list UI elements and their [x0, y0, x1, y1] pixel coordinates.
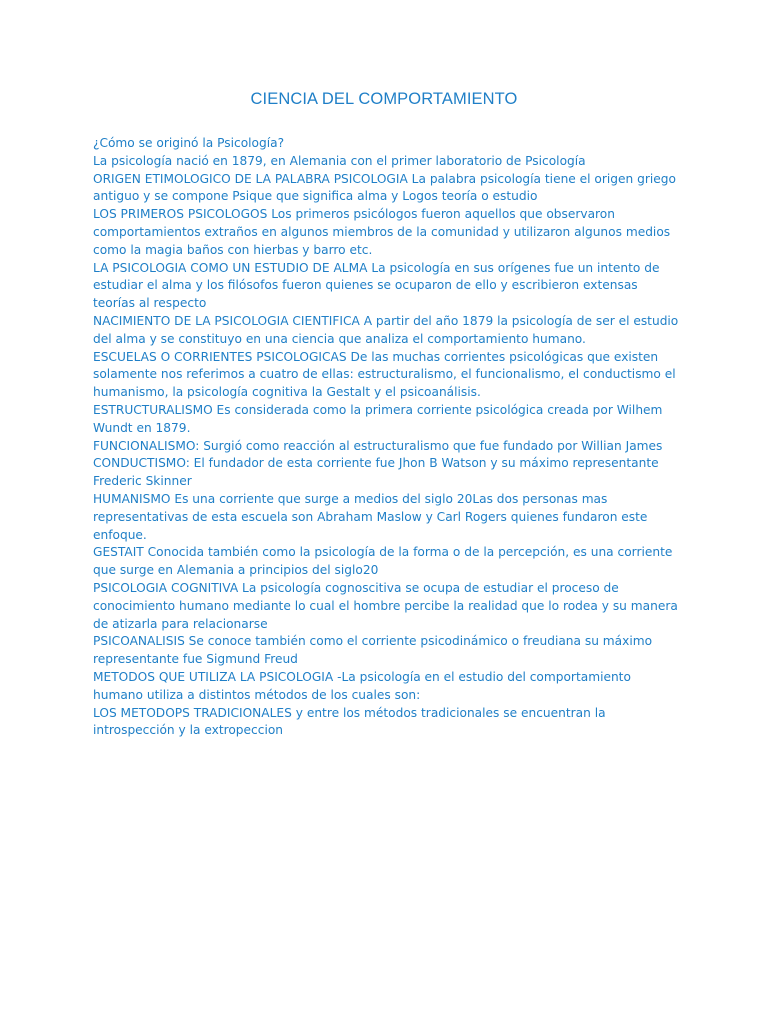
paragraph-structuralism: ESTRUCTURALISMO Es considerada como la primera corriente psicológica creada por Wilhem Wundt en 1879. [93, 402, 663, 435]
paragraph-functionalism: FUNCIONALISMO: Surgió como reacción al estructuralismo que fue fundado por Willian James [93, 438, 663, 453]
paragraph-traditional-methods: LOS METODOPS TRADICIONALES y entre los métodos tradicionales se encuentran la introspección y la extropeccion [93, 705, 606, 738]
paragraph-cognitive-psychology: PSICOLOGIA COGNITIVA La psicología cognoscitiva se ocupa de estudiar el proceso de conocimiento humano mediante lo cual el hombre percibe la realidad que lo rodea y su manera de atizarla para relacionarse [93, 580, 678, 631]
paragraph-gestalt: GESTAIT Conocida también como la psicología de la forma o de la percepción, es una corriente que surge en Alemania a principios del siglo20 [93, 545, 673, 578]
paragraph-schools: ESCUELAS O CORRIENTES PSICOLOGICAS De las muchas corrientes psicológicas que existen solamente nos referimos a cuatro de ellas: estructuralismo, el funcionalismo, el conductismo el humanismo, la psicología cognitiva la Gestalt y el psicoanálisis. [93, 349, 676, 400]
paragraph-humanism: HUMANISMO Es una corriente que surge a medios del siglo 20Las dos personas mas representativas de esta escuela son Abraham Maslow y Carl Rogers quienes fundaron este enfoque. [93, 491, 648, 542]
paragraph-birth-of-psychology: La psicología nació en 1879, en Alemania con el primer laboratorio de Psicología [93, 153, 586, 168]
paragraph-first-psychologists: LOS PRIMEROS PSICOLOGOS Los primeros psicólogos fueron aquellos que observaron comportamientos extraños en algunos miembros de la comunidad y utilizaron algunos medios como la magia baños con hierbas y barro etc. [93, 207, 671, 257]
document-title: CIENCIA DEL COMPORTAMIENTO [250, 90, 518, 108]
paragraph-psychoanalysis: PSICOANALISIS Se conoce también como el corriente psicodinámico o freudiana su máximo representante fue Sigmund Freud [93, 634, 653, 667]
paragraph-etymological-origin: ORIGEN ETIMOLOGICO DE LA PALABRA PSICOLOGIA La palabra psicología tiene el origen griego antiguo y se compone Psique que significa alma y Logos teoría o estudio [93, 171, 676, 204]
paragraph-methods: METODOS QUE UTILIZA LA PSICOLOGIA -La psicología en el estudio del comportamiento humano utiliza a distintos métodos de los cuales son: [93, 669, 631, 702]
paragraph-behaviorism: CONDUCTISMO: El fundador de esta corriente fue Jhon B Watson y su máximo representante Frederic Skinner [93, 456, 659, 489]
paragraph-scientific-psychology: NACIMIENTO DE LA PSICOLOGIA CIENTIFICA A partir del año 1879 la psicología de ser el estudio del alma y se constituyo en una ciencia que analiza el comportamiento humano. [93, 313, 679, 346]
paragraph-question-origin: ¿Cómo se originó la Psicología? [93, 136, 285, 150]
paragraph-study-of-soul: LA PSICOLOGIA COMO UN ESTUDIO DE ALMA La psicología en sus orígenes fue un intento de estudiar el alma y los filósofos fueron quienes se ocuparon de ello y escribieron extensas teorías al respecto [93, 260, 660, 311]
document-body [93, 135, 683, 740]
